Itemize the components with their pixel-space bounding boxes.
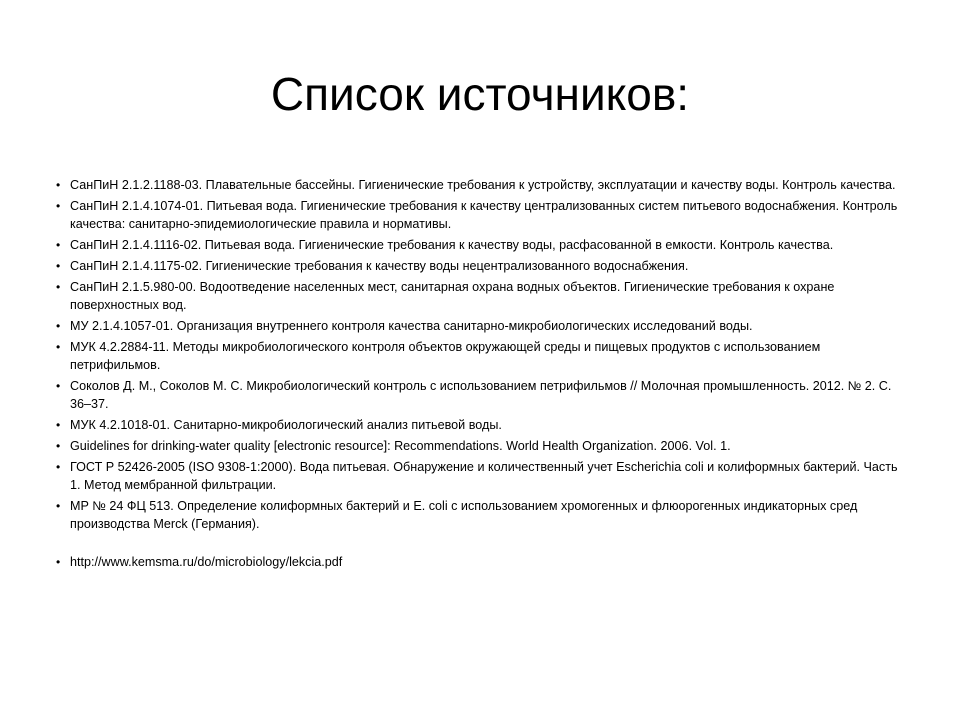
reference-text: МР № 24 ФЦ 513. Определение колиформных бактерий и E. coli с использованием хромогенных и флюорогенных индикаторных сред производства Merck (Германия). <box>70 499 858 531</box>
reference-item <box>48 416 908 434</box>
reference-text: СанПиН 2.1.2.1188-03. Плавательные бассейны. Гигиенические требования к устройству, эксплуатации и качеству воды. Контроль качества. <box>70 178 896 192</box>
bullet-icon: • <box>56 418 61 432</box>
bullet-icon: • <box>56 555 61 569</box>
bullet-icon: • <box>56 238 61 252</box>
reference-item <box>48 197 908 233</box>
references-list <box>48 176 908 574</box>
reference-item <box>48 236 908 254</box>
reference-url: http://www.kemsma.ru/do/microbiology/lekcia.pdf <box>70 555 343 569</box>
bullet-icon: • <box>56 280 61 294</box>
reference-item <box>48 317 908 335</box>
reference-item <box>48 257 908 275</box>
bullet-icon: • <box>56 439 61 453</box>
slide-title: Список источников: <box>270 68 690 120</box>
reference-text: СанПиН 2.1.4.1074-01. Питьевая вода. Гигиенические требования к качеству централизованных систем питьевого водоснабжения. Контроль качества: санитарно-эпидемиологические правила и нормативы. <box>70 199 898 231</box>
bullet-icon: • <box>56 178 61 192</box>
reference-text: СанПиН 2.1.5.980-00. Водоотведение населенных мест, санитарная охрана водных объектов. Гигиенические требования к охране поверхностных вод. <box>70 280 835 312</box>
bullet-icon: • <box>56 340 61 354</box>
reference-text: МУК 4.2.2884-11. Методы микробиологического контроля объектов окружающей среды и пищевых продуктов с использованием петрифильмов. <box>70 340 821 372</box>
reference-text: Соколов Д. М., Соколов М. С. Микробиологический контроль с использованием петрифильмов // Молочная промышленность. 2012. № 2. С. 36–37. <box>70 379 892 411</box>
bullet-icon: • <box>56 499 61 513</box>
reference-item <box>48 458 908 494</box>
bullet-icon: • <box>56 199 61 213</box>
reference-item <box>48 338 908 374</box>
reference-item <box>48 278 908 314</box>
reference-text: СанПиН 2.1.4.1116-02. Питьевая вода. Гигиенические требования к качеству воды, расфасованной в емкости. Контроль качества. <box>70 238 834 252</box>
bullet-icon: • <box>56 460 61 474</box>
reference-item <box>48 377 908 413</box>
reference-text: СанПиН 2.1.4.1175-02. Гигиенические требования к качеству воды нецентрализованного водоснабжения. <box>70 259 689 273</box>
bullet-icon: • <box>56 379 61 393</box>
reference-item <box>48 497 908 533</box>
reference-text: Guidelines for drinking-water quality [electronic resource]: Recommendations. World Health Organization. 2006. Vol. 1. <box>70 439 731 453</box>
reference-item <box>48 437 908 455</box>
bullet-icon: • <box>56 319 61 333</box>
reference-text: МУК 4.2.1018-01. Санитарно-микробиологический анализ питьевой воды. <box>70 418 502 432</box>
bullet-icon: • <box>56 259 61 273</box>
reference-text: ГОСТ Р 52426-2005 (ISO 9308-1:2000). Вода питьевая. Обнаружение и количественный учет Escherichia coli и колиформных бактерий. Часть 1. Метод мембранной фильтрации. <box>70 460 898 492</box>
reference-text: МУ 2.1.4.1057-01. Организация внутреннего контроля качества санитарно-микробиологических исследований воды. <box>70 319 753 333</box>
reference-item <box>48 176 908 194</box>
reference-item-link <box>48 553 908 571</box>
